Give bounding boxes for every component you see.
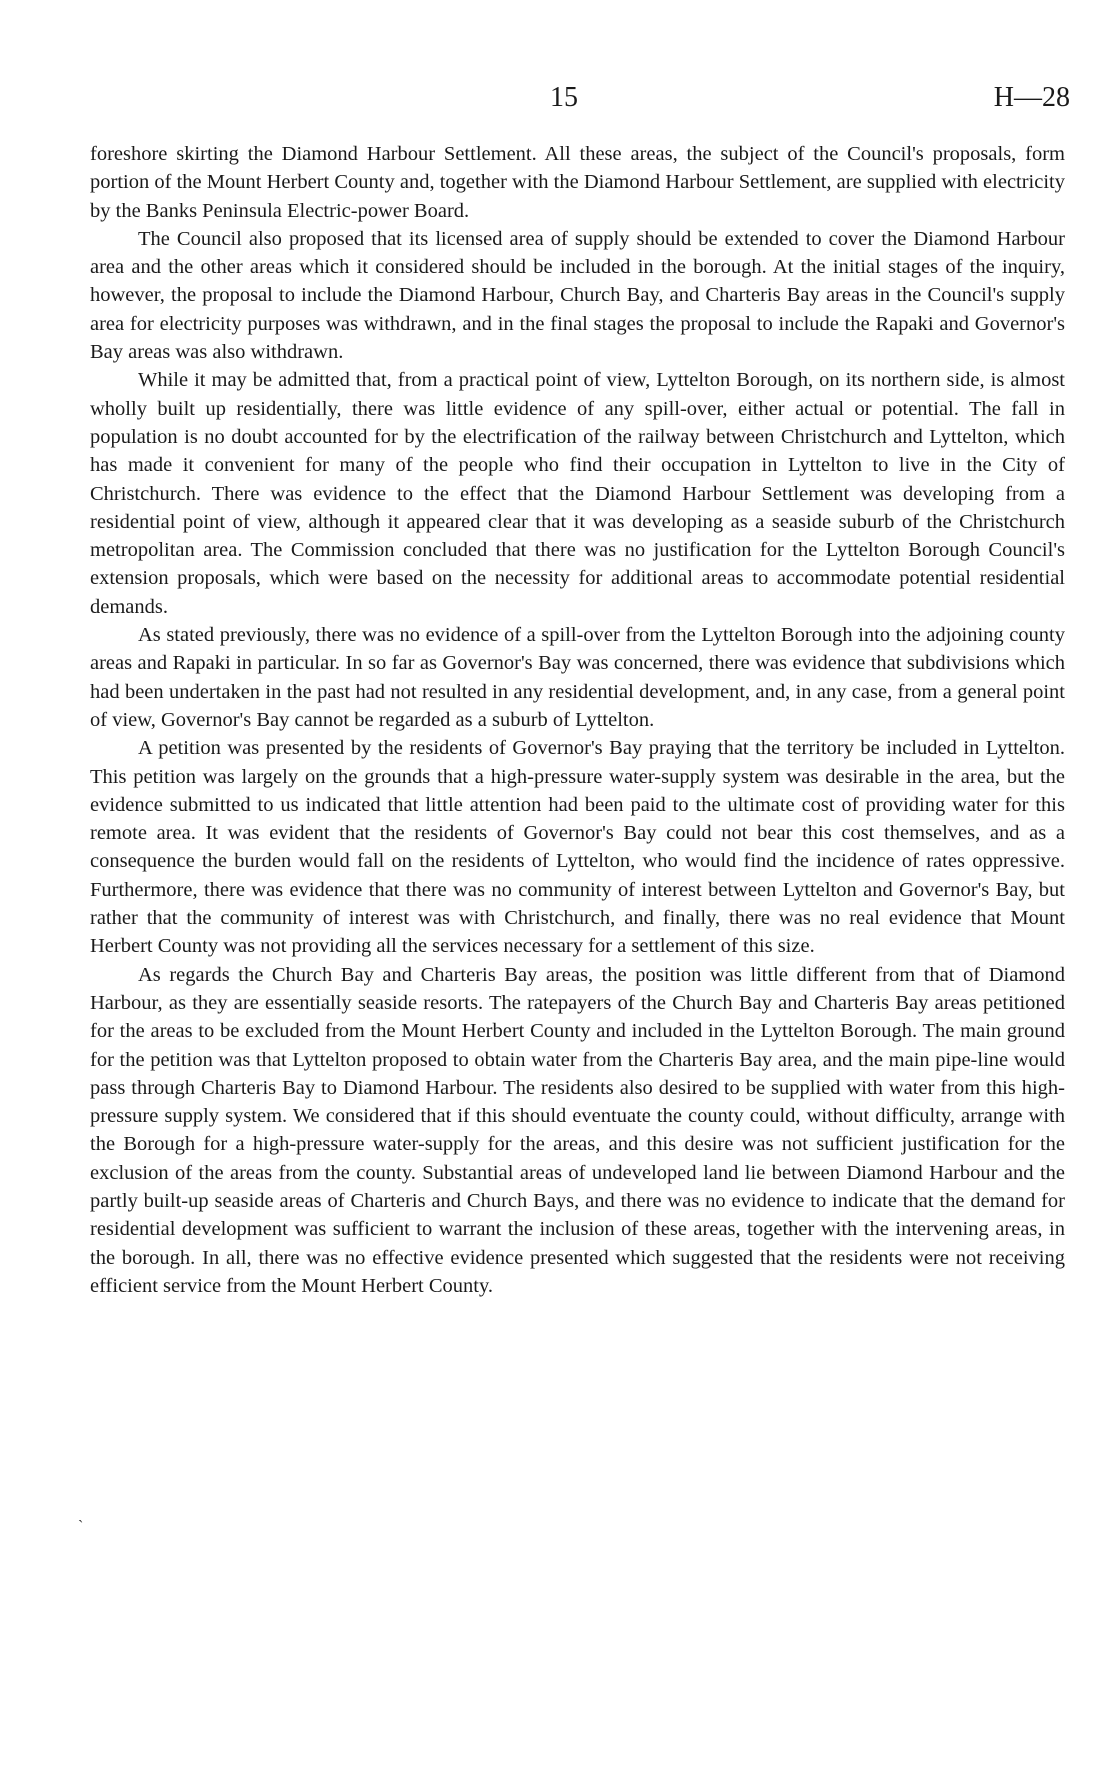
paragraph-2-electricity-supply: The Council also proposed that its licensed area of supply should be extended to cover the Diamond Harbour area and the other areas which it considered should be included in the borough. At the initial stages of the inquiry, however, the proposal to include the Diamond Harbour, Church Bay, and Charteris Bay areas in the Council's supply area for electricity purposes was withdrawn, and in the final stages the proposal to include the Rapaki and Governor's Bay areas was also withdrawn. bbox=[90, 227, 1065, 364]
paragraph-6-church-charteris-bay: As regards the Church Bay and Charteris Bay areas, the position was little different from that of Diamond Harbour, as they are essentially seaside resorts. The ratepayers of the Church Bay and Charteris Bay areas petitioned for the areas to be excluded from the Mount Herbert County and included in the Lyttelton Borough. The main ground for the petition was that Lyttelton proposed to obtain water from the Charteris Bay area, and the main pipe-line would pass through Charteris Bay to Diamond Harbour. The residents also desired to be supplied with water from this high-pressure supply system. We considered that if this should eventuate the county could, without difficulty, arrange with the Borough for a high-pressure water-supply for the areas, and this desire was not sufficient justification for the exclusion of the areas from the county. Substantial areas of undeveloped land lie between Diamond Harbour and the partly built-up seaside areas of Charteris and Church Bays, and there was no evidence to indicate that the demand for residential development was sufficient to warrant the inclusion of these areas, together with the intervening areas, in the borough. In all, there was no effective evidence presented which suggested that the residents were not receiving efficient service from the Mount Herbert County. bbox=[90, 963, 1065, 1297]
paragraph-3-lyttelton-borough: While it may be admitted that, from a practical point of view, Lyttelton Borough, on its northern side, is almost wholly built up residentially, there was little evidence of any spill-over, either actual or potential. The fall in population is no doubt accounted for by the electrification of the railway between Christchurch and Lyttelton, which has made it convenient for many of the people who find their occupation in Lyttelton to live in the City of Christchurch. There was evidence to the effect that the Diamond Harbour Settlement was developing from a residential point of view, although it appeared clear that it was developing as a seaside suburb of the Christchurch metropolitan area. The Commission concluded that there was no justification for the Lyttelton Borough Council's extension proposals, which were based on the necessity for additional areas to accommodate potential residential demands. bbox=[90, 369, 1065, 618]
paragraph-5-governors-bay-petition: A petition was presented by the residents of Governor's Bay praying that the territory be included in Lyttelton. This petition was largely on the grounds that a high-pressure water-supply system was desirable in the area, but the evidence submitted to us indicated that little attention had been paid to the ultimate cost of providing water for this remote area. It was evident that the residents of Governor's Bay could not bear this cost themselves, and as a consequence the burden would fall on the residents of Lyttelton, who would find the incidence of rates oppressive. Furthermore, there was evidence that there was no community of interest between Lyttelton and Governor's Bay, but rather that the community of interest was with Christchurch, and finally, there was no real evidence that Mount Herbert County was not providing all the services necessary for a settlement of this size. bbox=[90, 737, 1065, 958]
margin-mark: ` bbox=[78, 1518, 84, 1535]
paragraph-4-spill-over: As stated previously, there was no evidence of a spill-over from the Lyttelton Borough into the adjoining county areas and Rapaki in particular. In so far as Governor's Bay was concerned, there was evidence that subdivisions which had been undertaken in the past had not resulted in any residential development, and, in any case, from a general point of view, Governor's Bay cannot be regarded as a suburb of Lyttelton. bbox=[90, 624, 1065, 731]
page-header bbox=[90, 78, 1070, 118]
paragraph-1-continuation: foreshore skirting the Diamond Harbour Settlement. All these areas, the subject of the Council's proposals, form portion of the Mount Herbert County and, together with the Diamond Harbour Settlement, are supplied with electricity by the Banks Peninsula Electric-power Board. bbox=[90, 143, 1065, 222]
page-number: 15 bbox=[550, 82, 578, 113]
body-text bbox=[90, 140, 1065, 1300]
document-reference: H—28 bbox=[993, 82, 1070, 113]
